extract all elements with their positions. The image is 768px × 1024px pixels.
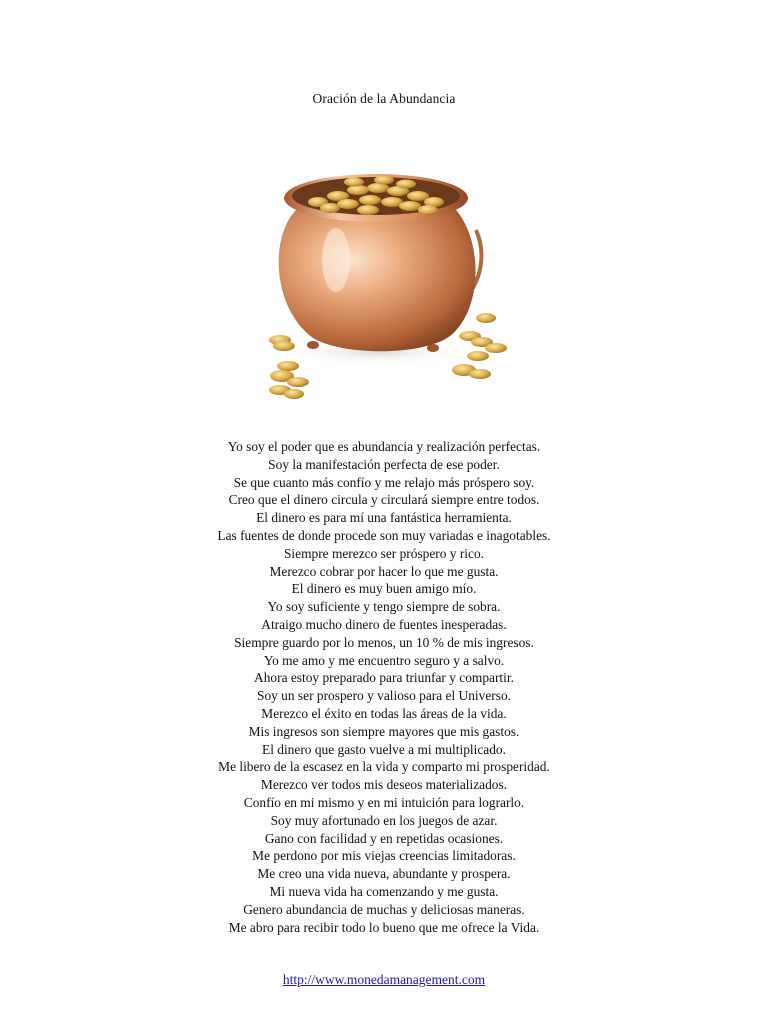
prayer-line: Gano con facilidad y en repetidas ocasiones. (264, 830, 504, 846)
prayer-line: Me abro para recibir todo lo bueno que me ofrece la Vida. (228, 919, 540, 935)
prayer-line: Soy la manifestación perfecta de ese poder. (268, 456, 500, 472)
prayer-line: Mis ingresos son siempre mayores que mis gastos. (248, 723, 520, 739)
prayer-line: Atraigo mucho dinero de fuentes inesperadas. (261, 616, 507, 632)
footer (0, 972, 768, 988)
prayer-line: Soy muy afortunado en los juegos de azar. (270, 812, 498, 828)
prayer-line: Yo soy el poder que es abundancia y realización perfectas. (227, 439, 541, 454)
prayer-line: Genero abundancia de muchas y deliciosas maneras. (243, 901, 525, 917)
prayer-line: Me perdono por mis viejas creencias limitadoras. (252, 848, 516, 864)
prayer-line: Merezco cobrar por hacer lo que me gusta. (269, 563, 499, 579)
prayer-line: El dinero es para mí una fantástica herramienta. (256, 510, 512, 526)
document-title: Oración de la Abundancia (312, 91, 456, 106)
prayer-line: Siempre merezco ser próspero y rico. (283, 545, 485, 561)
prayer-line: Soy un ser prospero y valioso para el Universo. (257, 688, 511, 704)
prayer-line: Yo me amo y me encuentro seguro y a salvo. (263, 652, 505, 668)
prayer-line: Merezco ver todos mis deseos materializados. (260, 777, 508, 793)
website-link[interactable]: http://www.monedamanagement.com (282, 972, 486, 987)
prayer-line: Creo que el dinero circula y circulará siempre entre todos. (228, 492, 540, 508)
prayer-line: El dinero que gasto vuelve a mi multiplicado. (262, 741, 506, 757)
prayer-lines (0, 438, 768, 936)
prayer-line: Me libero de la escasez en la vida y comparto mi prosperidad. (218, 759, 550, 775)
pot-of-gold-coins-icon (258, 160, 510, 410)
prayer-line: Yo soy suficiente y tengo siempre de sobra. (267, 599, 501, 615)
prayer-line: Siempre guardo por lo menos, un 10 % de mis ingresos. (234, 634, 534, 650)
prayer-line: Me creo una vida nueva, abundante y prospera. (257, 866, 511, 882)
prayer-line: El dinero es muy buen amigo mío. (291, 581, 477, 597)
prayer-line: Confío en mi mismo y en mi intuición para lograrlo. (243, 794, 525, 810)
prayer-line: Se que cuanto más confío y me relajo más próspero soy. (233, 474, 535, 490)
prayer-line: Ahora estoy preparado para triunfar y compartir. (254, 670, 514, 686)
prayer-line: Las fuentes de donde procede son muy variadas e inagotables. (217, 527, 551, 543)
prayer-line: Mi nueva vida ha comenzando y me gusta. (269, 883, 499, 899)
prayer-line: Merezco el éxito en todas las áreas de la vida. (261, 705, 507, 721)
